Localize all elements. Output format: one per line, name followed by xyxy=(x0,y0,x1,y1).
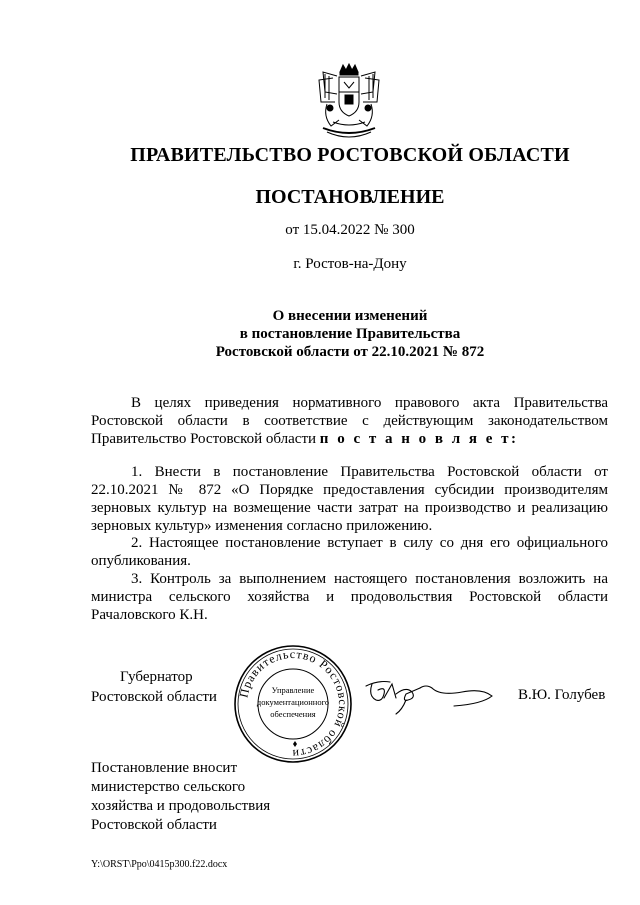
intro-paragraph xyxy=(91,394,608,448)
item-paragraph-1: 1. Внести в постановление Правительства Ростовской области от 22.10.2021 № 872 «О Порядке предоставления субсидии производителям зерновых культур на возмещение части затрат на производство и реализацию зерновых культур» изменения согласно приложению. xyxy=(91,464,608,534)
prepared-by-line: хозяйства и продовольствия xyxy=(91,798,271,814)
seal-center-line: обеспечения xyxy=(270,709,316,719)
seal-ring-text: Правительство Ростовской области xyxy=(236,646,351,762)
government-title: ПРАВИТЕЛЬСТВО РОСТОВСКОЙ ОБЛАСТИ xyxy=(130,144,570,166)
prepared-by-line: Постановление вносит xyxy=(91,760,238,776)
subject-line: Ростовской области от 22.10.2021 № 872 xyxy=(215,344,485,360)
file-path: Y:\ORST\Ppo\0415p300.f22.docx xyxy=(91,859,228,870)
item-paragraph-3: 3. Контроль за выполнением настоящего постановления возложить на министра сельского хозяйства и продовольствия Ростовской области Рачаловского К.Н. xyxy=(91,571,608,623)
subject-line: О внесении изменений xyxy=(272,308,428,324)
position-line: Ростовской области xyxy=(91,689,217,705)
position-line: Губернатор xyxy=(120,669,193,685)
document-subject xyxy=(0,307,640,361)
document-city: г. Ростов-на-Дону xyxy=(293,256,407,272)
handwritten-signature xyxy=(362,674,497,720)
intro-text: В целях приведения нормативного правового акта Правительства Ростовской области в соответствие с действующим законодательством Правительство Ростовской области xyxy=(91,395,608,447)
official-seal-icon xyxy=(233,644,353,764)
subject-line: в постановление Правительства xyxy=(239,326,461,342)
seal-center-line: Управление xyxy=(271,685,315,695)
prepared-by-line: Ростовской области xyxy=(91,817,217,833)
resolves-word: п о с т а н о в л я е т: xyxy=(319,431,519,447)
signatory-position xyxy=(91,667,217,707)
coat-of-arms-icon xyxy=(313,62,385,142)
seal-center-line: документационного xyxy=(256,697,330,707)
prepared-by-block xyxy=(91,759,270,835)
document-date-number: от 15.04.2022 № 300 xyxy=(285,222,415,238)
prepared-by-line: министерство сельского xyxy=(91,779,246,795)
item-paragraph-2: 2. Настоящее постановление вступает в силу со дня его официального опубликования. xyxy=(91,535,608,569)
document-type: ПОСТАНОВЛЕНИЕ xyxy=(255,186,445,208)
signatory-name: В.Ю. Голубев xyxy=(518,687,606,703)
